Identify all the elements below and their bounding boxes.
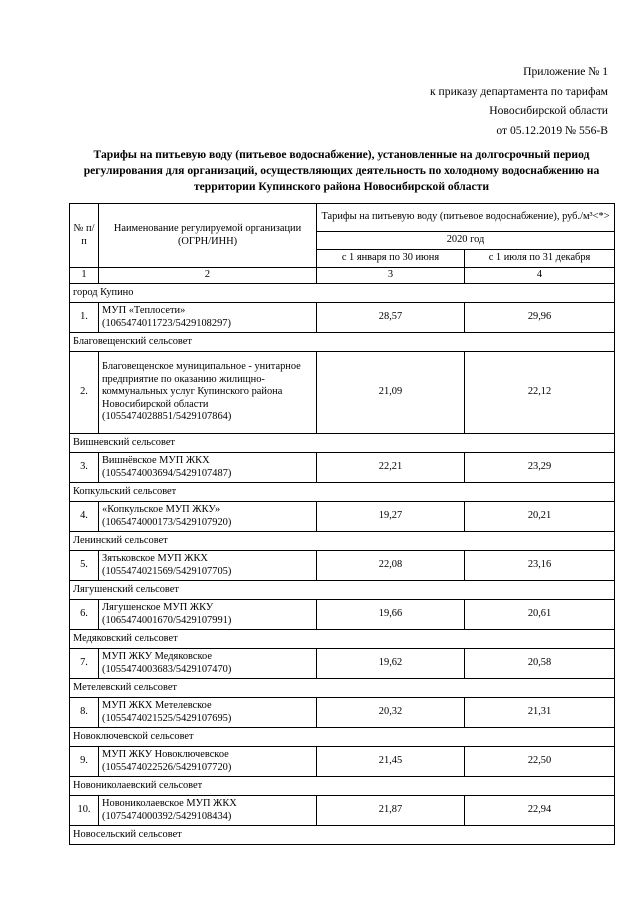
table-row: [70, 698, 615, 728]
annex-block: [430, 62, 608, 140]
section-row: [70, 826, 615, 845]
table-row: [70, 649, 615, 679]
tariff-value-h1: 19,66: [317, 600, 465, 630]
tariff-value-h2: 20,21: [465, 502, 615, 532]
section-name: Ленинский сельсовет: [70, 532, 615, 551]
tariff-value-h1: 20,32: [317, 698, 465, 728]
tariff-value-h1: 22,08: [317, 551, 465, 581]
header-year: 2020 год: [317, 232, 615, 250]
annex-line-1: Приложение № 1: [523, 65, 608, 78]
section-name: Медяковский сельсовет: [70, 630, 615, 649]
header-period-1: с 1 января по 30 июня: [317, 250, 465, 268]
col-number: 2: [99, 268, 317, 284]
section-name: Новоключевской сельсовет: [70, 728, 615, 747]
row-number: 10.: [70, 796, 99, 826]
col-number: 4: [465, 268, 615, 284]
header-org: Наименование регулируемой организации (ОГРН/ИНН): [99, 204, 317, 268]
org-name: Благовещенское муниципальное - унитарное предприятие по оказанию жилищно-коммунальных услуг Купинского района Новосибирской области (1055474028851/5429107864): [99, 352, 317, 434]
table-row: [70, 796, 615, 826]
table-row: [70, 600, 615, 630]
section-name: город Купино: [70, 284, 615, 303]
header-tariff: Тарифы на питьевую воду (питьевое водоснабжение), руб./м³<*>: [317, 204, 615, 232]
section-row: [70, 333, 615, 352]
tariff-value-h2: 20,61: [465, 600, 615, 630]
row-number: 9.: [70, 747, 99, 777]
tariff-value-h2: 29,96: [465, 303, 615, 333]
table-row: [70, 352, 615, 434]
annex-line-4: от 05.12.2019 № 556-В: [496, 123, 608, 137]
org-name: МУП ЖКУ Новоключевское (1055474022526/5429107720): [99, 747, 317, 777]
section-row: [70, 434, 615, 453]
tariff-value-h2: 22,94: [465, 796, 615, 826]
section-name: Новониколаевский сельсовет: [70, 777, 615, 796]
tariff-value-h1: 28,57: [317, 303, 465, 333]
tariff-value-h1: 22,21: [317, 453, 465, 483]
annex-line-2: к приказу департамента по тарифам: [430, 84, 608, 98]
document-title: Тарифы на питьевую воду (питьевое водоснабжение), установленные на долгосрочный период регулирования для организаций, осуществляющих деятельность по холодному водоснабжению на территории Купинского района Новосибирской области: [83, 148, 600, 193]
tariff-value-h2: 21,31: [465, 698, 615, 728]
tariff-value-h2: 22,12: [465, 352, 615, 434]
table-row: [70, 453, 615, 483]
col-number: 3: [317, 268, 465, 284]
org-name: Новониколаевское МУП ЖКХ (1075474000392/5429108434): [99, 796, 317, 826]
section-name: Благовещенский сельсовет: [70, 333, 615, 352]
section-name: Новосельский сельсовет: [70, 826, 615, 845]
tariff-value-h2: 23,16: [465, 551, 615, 581]
row-number: 2.: [70, 352, 99, 434]
section-row: [70, 630, 615, 649]
table-row: [70, 747, 615, 777]
tariff-table: [69, 203, 615, 845]
tariff-value-h1: 19,27: [317, 502, 465, 532]
header-period-2: с 1 июля по 31 декабря: [465, 250, 615, 268]
column-number-row: [70, 268, 615, 284]
org-name: МУП ЖКХ Метелевское (1055474021525/5429107695): [99, 698, 317, 728]
org-name: «Копкульское МУП ЖКУ» (1065474000173/5429107920): [99, 502, 317, 532]
header-num: № п/п: [70, 204, 99, 268]
table-row: [70, 303, 615, 333]
tariff-value-h1: 21,09: [317, 352, 465, 434]
section-name: Метелевский сельсовет: [70, 679, 615, 698]
tariff-value-h1: 19,62: [317, 649, 465, 679]
row-number: 6.: [70, 600, 99, 630]
row-number: 1.: [70, 303, 99, 333]
row-number: 3.: [70, 453, 99, 483]
section-name: Лягушенский сельсовет: [70, 581, 615, 600]
table-row: [70, 551, 615, 581]
section-row: [70, 483, 615, 502]
tariff-value-h1: 21,87: [317, 796, 465, 826]
section-row: [70, 581, 615, 600]
org-name: МУП «Теплосети» (1065474011723/5429108297): [99, 303, 317, 333]
section-row: [70, 777, 615, 796]
section-name: Вишневский сельсовет: [70, 434, 615, 453]
org-name: Вишнёвское МУП ЖКХ (1055474003694/5429107487): [99, 453, 317, 483]
org-name: МУП ЖКУ Медяковское (1055474003683/5429107470): [99, 649, 317, 679]
tariff-value-h2: 20,58: [465, 649, 615, 679]
section-row: [70, 284, 615, 303]
row-number: 8.: [70, 698, 99, 728]
org-name: Лягушенское МУП ЖКУ (1065474001670/5429107991): [99, 600, 317, 630]
tariff-value-h2: 23,29: [465, 453, 615, 483]
section-name: Копкульский сельсовет: [70, 483, 615, 502]
tariff-value-h1: 21,45: [317, 747, 465, 777]
row-number: 4.: [70, 502, 99, 532]
annex-line-3: Новосибирской области: [489, 104, 608, 117]
row-number: 7.: [70, 649, 99, 679]
tariff-value-h2: 22,50: [465, 747, 615, 777]
table-row: [70, 502, 615, 532]
section-row: [70, 532, 615, 551]
org-name: Зятьковское МУП ЖКХ (1055474021569/5429107705): [99, 551, 317, 581]
section-row: [70, 679, 615, 698]
section-row: [70, 728, 615, 747]
row-number: 5.: [70, 551, 99, 581]
col-number: 1: [70, 268, 99, 284]
